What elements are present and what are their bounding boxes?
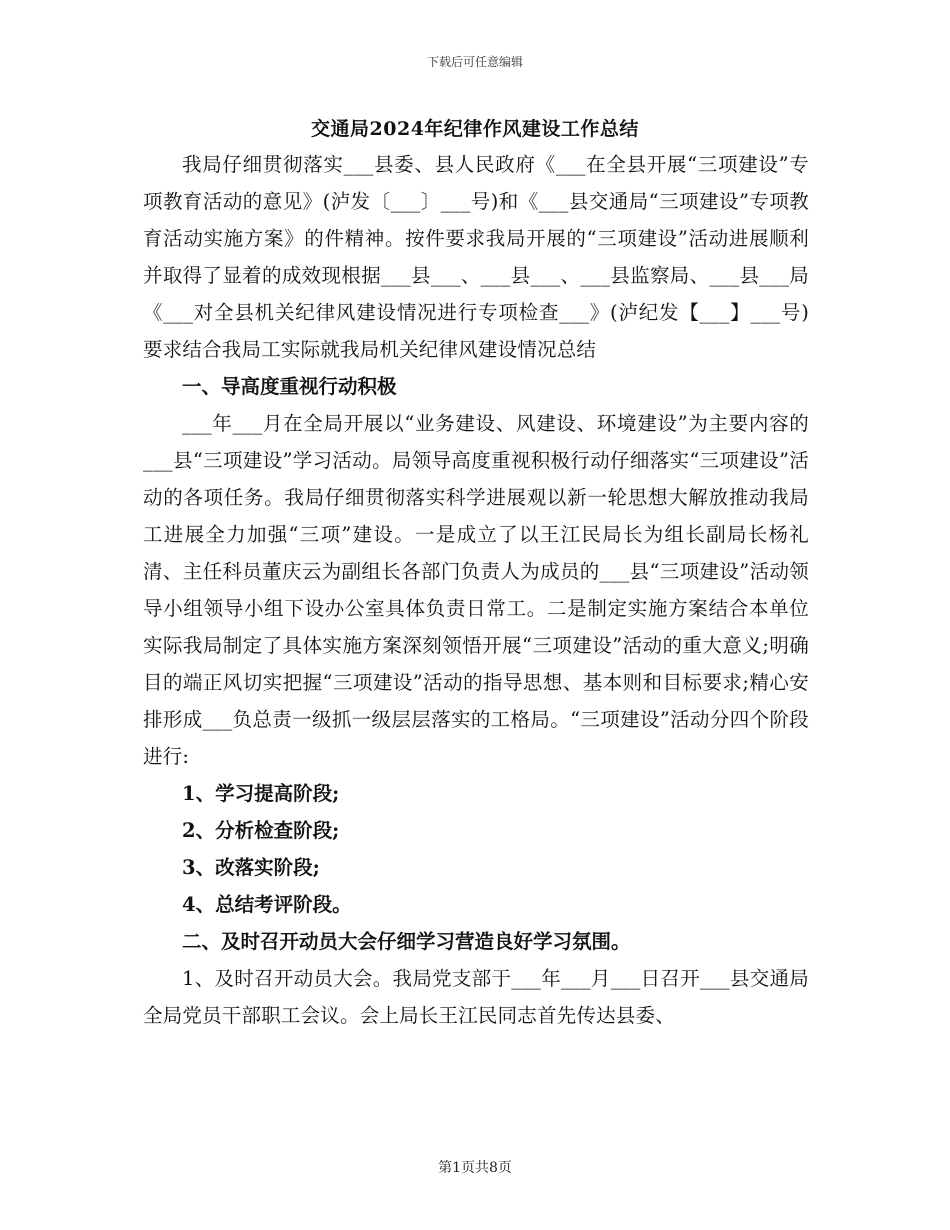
section-heading-2: 二、及时召开动员大会仔细学习营造良好学习氛围。: [182, 930, 631, 953]
stage-item: 1、学习提高阶段;: [182, 782, 340, 805]
intro-paragraph: 我局仔细贯彻落实___县委、县人民政府《___在全县开展“三项建设”专项教育活动的意见》(泸发〔___〕___号)和《___县交通局“三项建设”专项教育活动实施方案》的件精神。按件要求我局开展的“三项建设”活动进展顺利并取得了显着的成效现根据___县___、___县___、___县监察局、___县___局《___对全县机关纪律风建设情况进行专项检查___》(泸纪发【___】___号)要求结合我局工实际就我局机关纪律风建设情况总结: [143, 153, 809, 361]
document-title: 交通局2024年纪律作风建设工作总结: [311, 118, 639, 140]
stage-item: 4、总结考评阶段。: [182, 893, 352, 916]
page-footer: 第1页共8页: [438, 1160, 512, 1176]
header-note: 下载后可任意编辑: [426, 55, 523, 69]
document-body: [143, 146, 809, 1034]
stage-item: 2、分析检查阶段;: [182, 819, 340, 842]
section-heading-1: 一、导高度重视行动积极: [182, 375, 397, 398]
section-body-1: ___年___月在全局开展以“业务建设、风建设、环境建设”为主要内容的___县“三项建设”学习活动。局领导高度重视积极行动仔细落实“三项建设”活动的各项任务。我局仔细贯彻落实科学进展观以新一轮思想大解放推动我局工进展全力加强“三项”建设。一是成立了以王江民局长为组长副局长杨礼清、主任科员董庆云为副组长各部门负责人为成员的___县“三项建设”活动领导小组领导小组下设办公室具体负责日常工。二是制定实施方案结合本单位实际我局制定了具体实施方案深刻领悟开展“三项建设”活动的重大意义;明确目的端正风切实把握“三项建设”活动的指导思想、基本则和目标要求;精心安排形成___负总责一级抓一级层层落实的工格局。“三项建设”活动分四个阶段进行:: [143, 412, 809, 768]
section-body-2: 1、及时召开动员大会。我局党支部于___年___月___日召开___县交通局全局党员干部职工会议。会上局长王江民同志首先传达县委、: [143, 967, 809, 1027]
stage-item: 3、改落实阶段;: [182, 856, 320, 879]
